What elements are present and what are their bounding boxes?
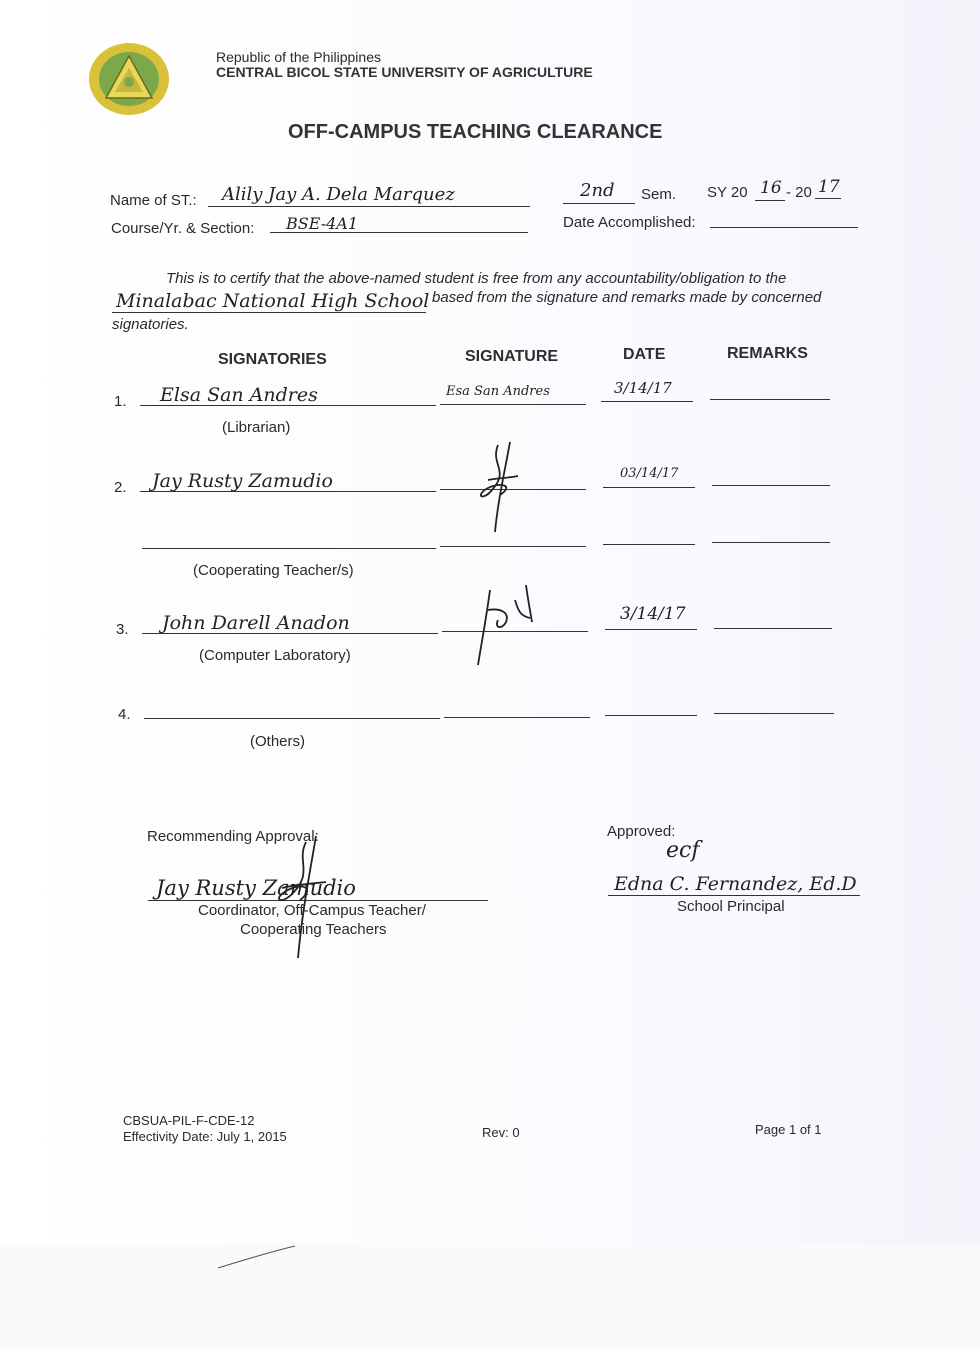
remarks-line [712, 485, 830, 486]
row-number: 3. [116, 621, 129, 638]
republic-text: Republic of the Philippines [216, 49, 381, 65]
revision: Rev: 0 [482, 1125, 520, 1140]
signature-date: 3/14/17 [614, 379, 672, 397]
scan-mark [210, 1238, 310, 1278]
name-value: Alily Jay A. Dela Marquez [222, 184, 455, 205]
page-title: OFF-CAMPUS TEACHING CLEARANCE [288, 121, 663, 143]
name-label: Name of ST.: [110, 192, 197, 209]
effectivity-date: Effectivity Date: July 1, 2015 [123, 1129, 287, 1144]
signatory-name: Jay Rusty Zamudio [152, 470, 333, 492]
sem-label: Sem. [641, 186, 677, 203]
header-signature: SIGNATURE [465, 348, 559, 365]
header-date: DATE [623, 346, 666, 363]
signature-line-extra [440, 546, 586, 547]
signatory-role: (Others) [250, 733, 306, 750]
remarks-line [710, 399, 830, 400]
recommending-title-1: Coordinator, Off-Campus Teacher/ [198, 902, 426, 919]
date-line [601, 401, 693, 402]
course-label: Course/Yr. & Section: [111, 220, 255, 237]
remarks-line [714, 628, 832, 629]
signatory-name: John Darell Anadon [162, 612, 350, 634]
signature-line [444, 717, 590, 718]
date-line-extra [603, 544, 695, 545]
certify-line-1: This is to certify that the above-named student is free from any accountability/obligation to the [166, 270, 787, 287]
name-line [208, 206, 530, 207]
header-remarks: REMARKS [727, 345, 808, 362]
course-value: BSE-4A1 [286, 214, 359, 233]
remarks-line [714, 713, 834, 714]
signature-scribble [470, 580, 540, 670]
sy-to: 17 [818, 177, 840, 197]
signatory-line [144, 718, 440, 719]
signatory-role: (Cooperating Teacher/s) [193, 562, 354, 579]
date-accomplished-label: Date Accomplished: [563, 214, 696, 231]
row-number: 1. [114, 393, 127, 410]
signature-line [440, 404, 586, 405]
sy-dash: - 20 [786, 184, 812, 201]
sem-value: 2nd [580, 180, 615, 201]
header-signatories: SIGNATORIES [218, 351, 327, 368]
approved-label: Approved: [607, 823, 676, 840]
signature-date: 03/14/17 [620, 466, 679, 481]
date-line [605, 629, 697, 630]
signatory-name: Elsa San Andres [160, 384, 318, 406]
certify-line-3: signatories. [112, 316, 189, 333]
scan-margin [0, 1245, 980, 1349]
approved-name: Edna C. Fernandez, Ed.D [614, 873, 857, 895]
signatory-role: (Computer Laboratory) [199, 647, 351, 664]
sy-from: 16 [760, 178, 782, 198]
form-code: CBSUA-PIL-F-CDE-12 [123, 1113, 255, 1128]
sem-line [563, 203, 635, 204]
date-line [603, 487, 695, 488]
certify-line-2: based from the signature and remarks made by concerned [432, 289, 822, 306]
date-line [605, 715, 697, 716]
signature-mark: Esa San Andres [446, 384, 550, 399]
signature-scribble [470, 440, 530, 535]
school-name: Minalabac National High School [116, 290, 430, 312]
recommending-name: Jay Rusty Zamudio [156, 876, 356, 900]
approved-line [608, 895, 860, 896]
approved-title: School Principal [677, 898, 785, 915]
sy-from-line [755, 200, 785, 201]
remarks-line-extra [712, 542, 830, 543]
page-number: Page 1 of 1 [755, 1122, 822, 1137]
date-accomplished-line [710, 227, 858, 228]
signature-date: 3/14/17 [620, 604, 686, 624]
signatory-line-extra [142, 548, 436, 549]
school-line [112, 312, 426, 313]
row-number: 4. [118, 706, 131, 723]
recommending-title-2: Cooperating Teachers [240, 921, 387, 938]
approved-signature-mark: ecf [666, 838, 700, 863]
sy-prefix: SY 20 [707, 184, 748, 201]
row-number: 2. [114, 479, 127, 496]
recommending-label: Recommending Approval: [147, 828, 319, 845]
signatory-role: (Librarian) [222, 419, 291, 436]
sy-to-line [815, 198, 841, 199]
university-seal-icon [88, 42, 170, 116]
university-name: CENTRAL BICOL STATE UNIVERSITY OF AGRICULTURE [216, 64, 593, 80]
recommending-signature-scribble [266, 832, 336, 962]
